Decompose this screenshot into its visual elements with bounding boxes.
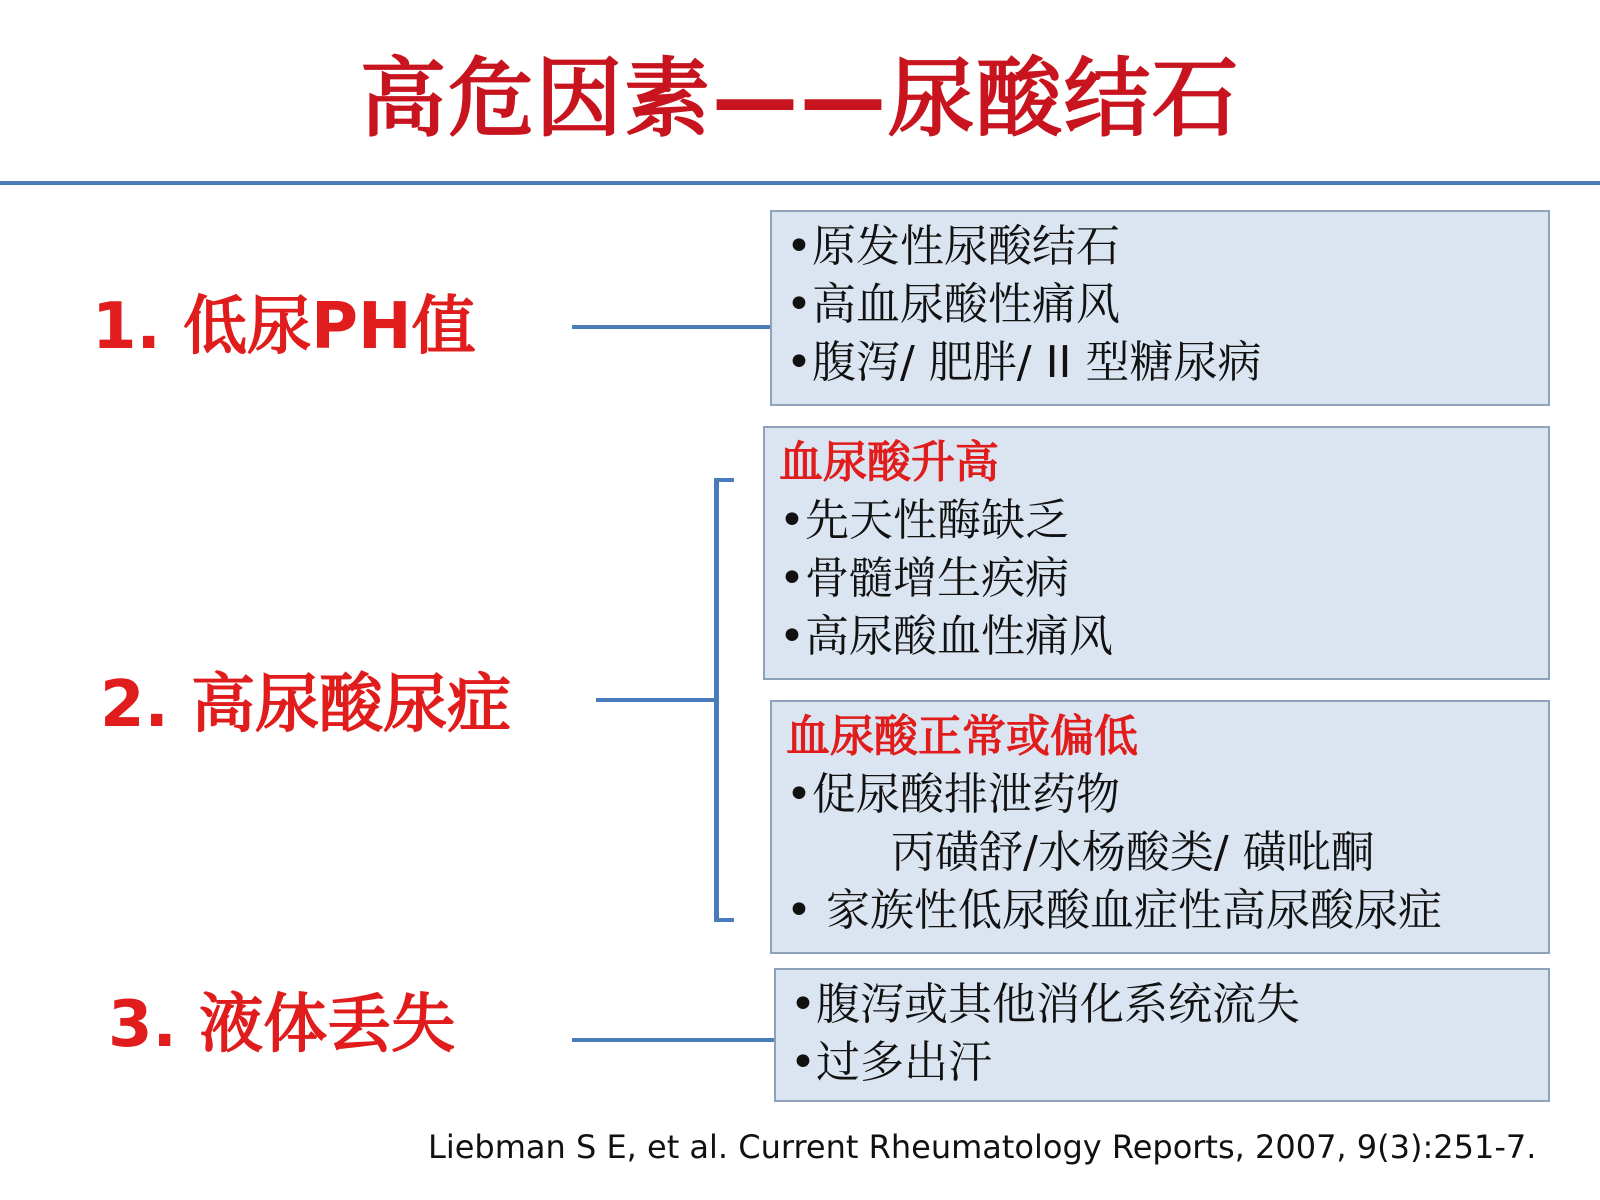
factor-low-ph: 1. 低尿PH值 [92,290,476,364]
list-item: •高尿酸血性痛风 [779,611,1113,662]
list-item: •腹泻/ 肥胖/ II 型糖尿病 [786,337,1262,388]
box-heading: 血尿酸正常或偏低 [786,711,1138,762]
list-item: •过多出汗 [790,1037,992,1088]
list-item: •骨髓增生疾病 [779,553,1069,604]
slide-title: 高危因素——尿酸结石 [360,49,1240,149]
list-item: •先天性酶缺乏 [779,495,1069,546]
title-divider [0,181,1600,185]
box-normal-serum-uric-acid [770,700,1550,954]
bracket-vertical [714,478,719,922]
factor-fluid-loss: 3. 液体丢失 [108,988,456,1062]
connector-line-2 [596,698,716,702]
factor-hyperuricosuria: 2. 高尿酸尿症 [100,668,512,742]
box-low-ph [770,210,1550,406]
bracket-bottom-arm [714,918,734,922]
list-item: •高血尿酸性痛风 [786,279,1120,330]
list-item: •腹泻或其他消化系统流失 [790,979,1300,1030]
bracket-top-arm [714,478,734,482]
list-item: •原发性尿酸结石 [786,221,1120,272]
list-item: • 家族性低尿酸血症性高尿酸尿症 [786,885,1442,936]
list-item-detail: 丙磺舒/水杨酸类/ 磺吡酮 [891,827,1375,878]
connector-line-1 [572,325,772,329]
box-heading: 血尿酸升高 [779,437,999,488]
box-high-serum-uric-acid [763,426,1550,680]
list-item: •促尿酸排泄药物 [786,769,1120,820]
box-fluid-loss [774,968,1550,1102]
connector-line-3 [572,1038,776,1042]
citation: Liebman S E, et al. Current Rheumatology Reports, 2007, 9(3):251-7. [428,1128,1537,1166]
